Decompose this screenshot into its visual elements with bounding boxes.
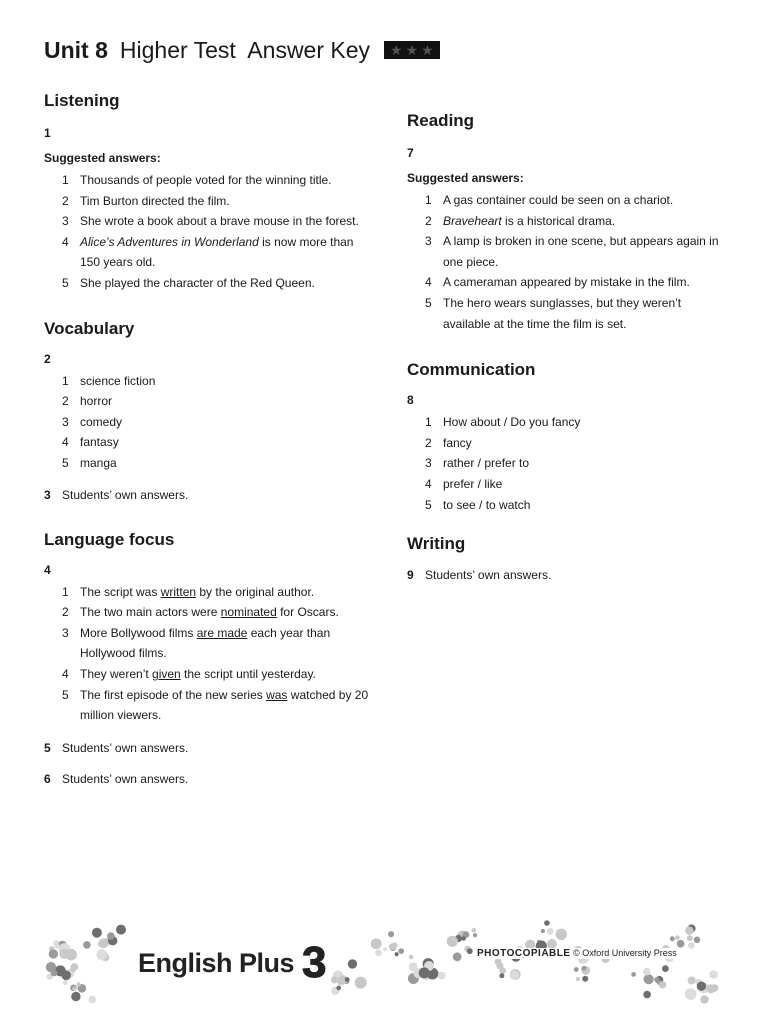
list-item: 4 fantasy: [62, 435, 119, 450]
list-item: 3 A lamp is broken in one scene, but appears again in one piece.: [425, 234, 719, 269]
pattern-dot: [438, 972, 446, 980]
question-number: 8: [407, 393, 414, 408]
pattern-dot: [345, 977, 350, 982]
pattern-dot: [495, 958, 502, 965]
pattern-dot: [685, 988, 697, 1000]
page-title: Higher Test Answer Key: [119, 36, 371, 63]
list-item: 1 A gas container could be seen on a chariot.: [425, 193, 674, 207]
pattern-dot: [706, 984, 715, 993]
pattern-dot: [662, 965, 669, 972]
pattern-dot: [467, 948, 473, 954]
pattern-dot: [675, 935, 680, 940]
pattern-dot: [688, 977, 696, 985]
pattern-dot: [700, 995, 709, 1004]
suggested-answers-label: Suggested answers:: [44, 151, 161, 165]
pattern-dot: [447, 936, 458, 947]
list-item: 3 More Bollywood films are made each year than Hollywood films.: [62, 625, 331, 661]
pattern-dot: [453, 952, 462, 961]
copyright-notice: [474, 948, 680, 959]
pattern-dot: [409, 955, 414, 960]
question-number: 7: [407, 146, 414, 160]
difficulty-stars-badge: [384, 41, 440, 59]
pattern-dot: [389, 943, 396, 950]
list-item: 3 She wrote a book about a brave mouse in the forest.: [62, 214, 359, 229]
answer-list-vocabulary: [44, 371, 374, 474]
answer-list-reading: [407, 190, 727, 334]
list-item: 1 How about / Do you fancy: [425, 415, 581, 430]
publisher-label: © Oxford University Press: [573, 948, 677, 958]
list-item: 2 Braveheart is a historical drama.: [425, 213, 616, 228]
pattern-dot: [659, 981, 666, 988]
section-heading-writing: Writing: [407, 534, 466, 554]
right-column: [407, 110, 727, 583]
pattern-dot: [688, 942, 695, 949]
pattern-dot: [709, 970, 718, 979]
pattern-dot: [71, 992, 80, 1001]
pattern-dot: [472, 928, 477, 933]
pattern-dot: [499, 967, 506, 974]
brand-name: English Plus: [138, 947, 295, 978]
pattern-dot: [331, 976, 338, 983]
section-heading-language-focus: Language focus: [44, 529, 175, 549]
section-heading-vocabulary: Vocabulary: [44, 318, 135, 338]
pattern-dot: [371, 938, 382, 949]
list-item: 2 fancy: [425, 435, 472, 450]
photocopiable-label: PHOTOCOPIABLE: [477, 948, 571, 959]
pattern-dot: [395, 952, 399, 956]
list-item: 4 They weren’t given the script until yesterday.: [62, 666, 316, 681]
pattern-dot: [541, 929, 545, 933]
pattern-dot: [59, 949, 69, 959]
left-column: [44, 90, 374, 787]
pattern-dot: [582, 976, 588, 982]
list-item: 1 Thousands of people voted for the winning title.: [62, 173, 332, 187]
pattern-dot: [419, 967, 430, 978]
answer-line: 9 Students’ own answers.: [407, 568, 552, 583]
pattern-dot: [510, 971, 519, 980]
list-item: 5 manga: [62, 455, 117, 470]
pattern-dot: [70, 966, 76, 972]
answer-list-listening: [44, 170, 374, 294]
question-number: 2: [44, 351, 51, 366]
pattern-dot: [383, 947, 387, 951]
list-item: 4 Alice’s Adventures in Wonderland is now more than 150 years old.: [62, 234, 354, 270]
pattern-dot: [398, 948, 404, 954]
pattern-dot: [643, 991, 651, 999]
pattern-dot: [409, 962, 418, 971]
pattern-dot: [63, 980, 68, 985]
pattern-dot: [388, 931, 394, 937]
pattern-dot: [77, 982, 81, 986]
footer-banner: [44, 918, 724, 1008]
section-heading-communication: Communication: [407, 360, 536, 380]
pattern-dot: [556, 929, 567, 940]
list-item: 5 The first episode of the new series was watched by 20 million viewers.: [62, 687, 369, 723]
answer-line: 5 Students’ own answers.: [44, 740, 189, 755]
answer-list-communication: [407, 412, 727, 515]
pattern-dot: [499, 973, 504, 978]
pattern-dot: [375, 950, 382, 957]
pattern-dot: [96, 949, 107, 960]
list-item: 1 The script was written by the original author.: [62, 584, 315, 599]
list-item: 5 She played the character of the Red Queen.: [62, 275, 315, 290]
unit-label: Unit 8: [44, 36, 108, 63]
pattern-dot: [355, 977, 367, 989]
pattern-dot: [687, 935, 693, 941]
brand-logo: [134, 938, 331, 988]
pattern-dot: [116, 925, 126, 935]
pattern-dot: [462, 936, 466, 940]
pattern-dot: [336, 986, 341, 991]
pattern-dot: [574, 967, 579, 972]
pattern-dot: [547, 928, 554, 935]
pattern-dot: [83, 941, 91, 949]
pattern-dot: [694, 937, 701, 944]
section-heading-reading: Reading: [407, 111, 475, 130]
brand-level-number: 3: [302, 938, 327, 987]
list-item: 4 prefer / like: [425, 476, 503, 491]
answer-line: 6 Students’ own answers.: [44, 771, 189, 786]
pattern-dot: [92, 928, 102, 938]
answer-line: 3 Students’ own answers.: [44, 487, 189, 502]
section-heading-listening: Listening: [44, 91, 120, 110]
list-item: 5 The hero wears sunglasses, but they weren’t available at the time the film is set.: [425, 295, 682, 331]
pattern-dot: [581, 966, 586, 971]
star-icon: ★: [405, 42, 419, 58]
list-item: 3 comedy: [62, 414, 123, 429]
list-item: 2 horror: [62, 394, 113, 409]
list-item: 2 The two main actors were nominated for Oscars.: [62, 605, 339, 620]
star-icon: ★: [390, 42, 403, 58]
page-header: [44, 34, 440, 66]
pattern-dot: [685, 926, 693, 934]
pattern-dot: [697, 982, 706, 991]
pattern-dot: [544, 920, 550, 926]
pattern-dot: [99, 938, 109, 948]
pattern-dot: [576, 977, 580, 981]
answer-list-language-focus: [44, 582, 374, 726]
pattern-dot: [54, 943, 59, 948]
list-item: 5 to see / to watch: [425, 497, 531, 512]
pattern-dot: [473, 933, 477, 937]
pattern-dot: [72, 986, 77, 991]
list-item: 1 science fiction: [62, 373, 156, 388]
list-item: 2 Tim Burton directed the film.: [62, 193, 230, 208]
question-number: 1: [44, 126, 51, 140]
pattern-dot: [107, 932, 115, 940]
pattern-dot: [348, 959, 357, 968]
pattern-dot: [89, 996, 97, 1004]
pattern-dot: [644, 974, 654, 984]
pattern-dot: [670, 936, 675, 941]
pattern-dot: [631, 972, 636, 977]
pattern-dot: [51, 970, 58, 977]
pattern-dot: [643, 968, 651, 976]
star-icon: ★: [421, 42, 434, 58]
suggested-answers-label: Suggested answers:: [407, 171, 524, 185]
pattern-dot: [49, 949, 58, 958]
list-item: 4 A cameraman appeared by mistake in the film.: [425, 275, 690, 290]
list-item: 3 rather / prefer to: [425, 456, 530, 471]
pattern-dot: [677, 940, 685, 948]
question-number: 4: [44, 562, 51, 577]
